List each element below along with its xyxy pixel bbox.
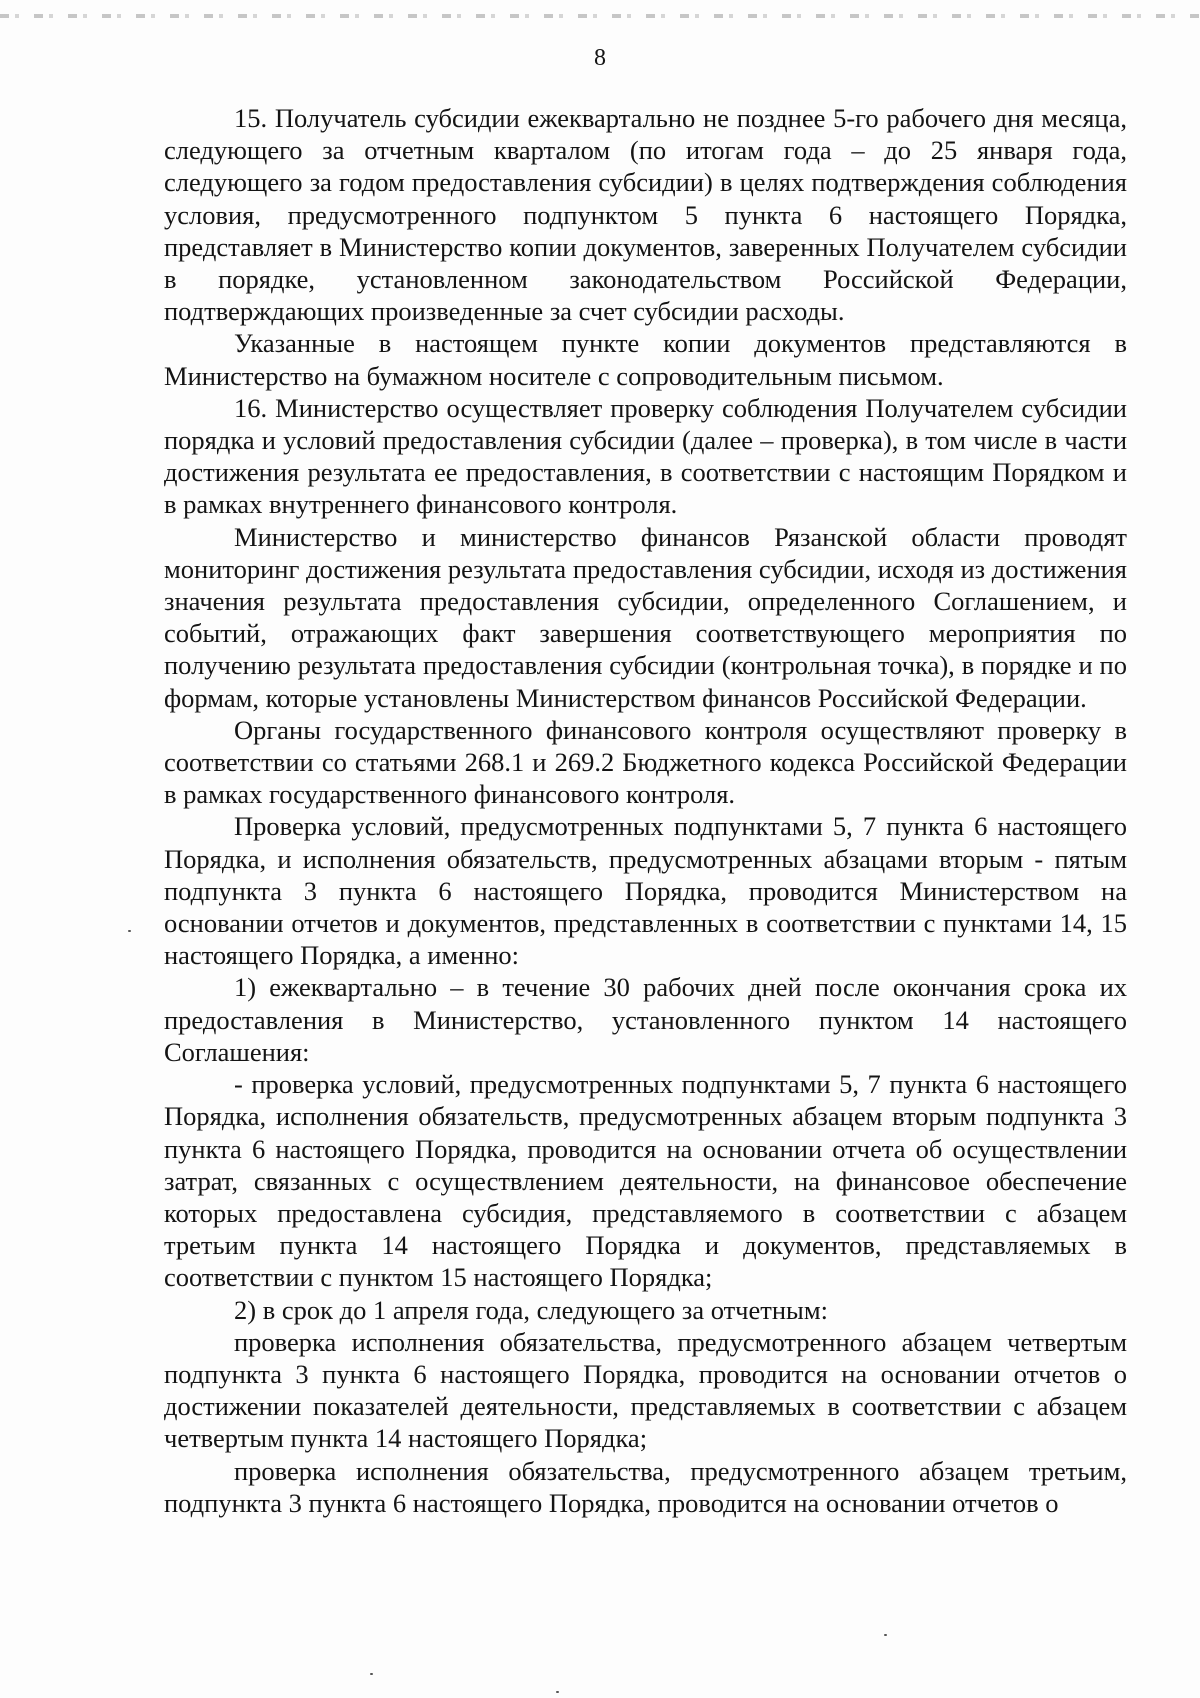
paragraph-16: 16. Министерство осуществляет проверку соблюдения Получателем субсидии порядка и условий предоставления субсидии (далее – проверка), в том числе в части достижения результата ее предоставления, в соответствии с настоящим Порядком и в рамках внутреннего финансового контроля. <box>164 392 1127 520</box>
paragraph-annual: 2) в срок до 1 апреля года, следующего за отчетным: <box>234 1294 828 1325</box>
paragraph-annual-check-3: проверка исполнения обязательства, предусмотренного абзацем третьим, подпункта 3 пункта 6 настоящего Порядка, проводится на основании отчетов о <box>164 1455 1127 1518</box>
scan-top-edge <box>0 14 1200 18</box>
paragraph-verification: Проверка условий, предусмотренных подпунктами 5, 7 пункта 6 настоящего Порядка, и исполнения обязательств, предусмотренных абзацами вторым - пятым подпункта 3 пункта 6 настоящего Порядка, проводится Министерством на основании отчетов и документов, представленных в соответствии с пунктами 14, 15 настоящего Порядка, а именно: <box>164 811 1127 971</box>
scan-speck <box>370 1673 373 1675</box>
paragraph-monitoring: Министерство и министерство финансов Рязанской области проводят мониторинг достижения результата предоставления субсидии, исходя из достижения значения результата предоставления субсидии, определенного Соглашением, и событий, отражающих факт завершения соответствующего мероприятия по получению результата предоставления субсидии (контрольная точка), в порядке и по формам, которые установлены Министерством финансов Российской Федерации. <box>164 521 1127 713</box>
document-body <box>164 102 1127 1519</box>
paragraph-quarterly-check: - проверка условий, предусмотренных подпунктами 5, 7 пункта 6 настоящего Порядка, исполнения обязательств, предусмотренных абзацем вторым подпункта 3 пункта 6 настоящего Порядка, проводится на основании отчета об осуществлении затрат, связанных с осуществлением деятельности, на финансовое обеспечение которых предоставлена субсидия, представляемого в соответствии с абзацем третьим пункта 14 настоящего Порядка и документов, представляемых в соответствии с пунктом 15 настоящего Порядка; <box>164 1069 1127 1293</box>
page-number: 8 <box>594 45 606 71</box>
scan-speck <box>884 1634 887 1636</box>
paragraph-quarterly: 1) ежеквартально – в течение 30 рабочих дней после окончания срока их предоставления в Министерство, установленного пунктом 14 настоящего Соглашения: <box>164 972 1127 1067</box>
paragraph-15-copies: Указанные в настоящем пункте копии документов представляются в Министерство на бумажном носителе с сопроводительным письмом. <box>164 328 1127 391</box>
paragraph-annual-check-4: проверка исполнения обязательства, предусмотренного абзацем четвертым подпункта 3 пункта 6 настоящего Порядка, проводится на основании отчетов о достижении показателей деятельности, представляемых в соответствии с абзацем четвертым пункта 14 настоящего Порядка; <box>164 1326 1127 1454</box>
paragraph-15: 15. Получатель субсидии ежеквартально не позднее 5-го рабочего дня месяца, следующего за отчетным кварталом (по итогам года – до 25 января года, следующего за годом предоставления субсидии) в целях подтверждения соблюдения условия, предусмотренного подпунктом 5 пункта 6 настоящего Порядка, представляет в Министерство копии документов, заверенных Получателем субсидии в порядке, установленном законодательством Российской Федерации, подтверждающих произведенные за счет субсидии расходы. <box>164 103 1127 327</box>
scan-speck <box>128 930 131 932</box>
paragraph-control-bodies: Органы государственного финансового контроля осуществляют проверку в соответствии со статьями 268.1 и 269.2 Бюджетного кодекса Российской Федерации в рамках государственного финансового контроля. <box>164 714 1127 810</box>
scan-speck <box>556 1691 559 1693</box>
